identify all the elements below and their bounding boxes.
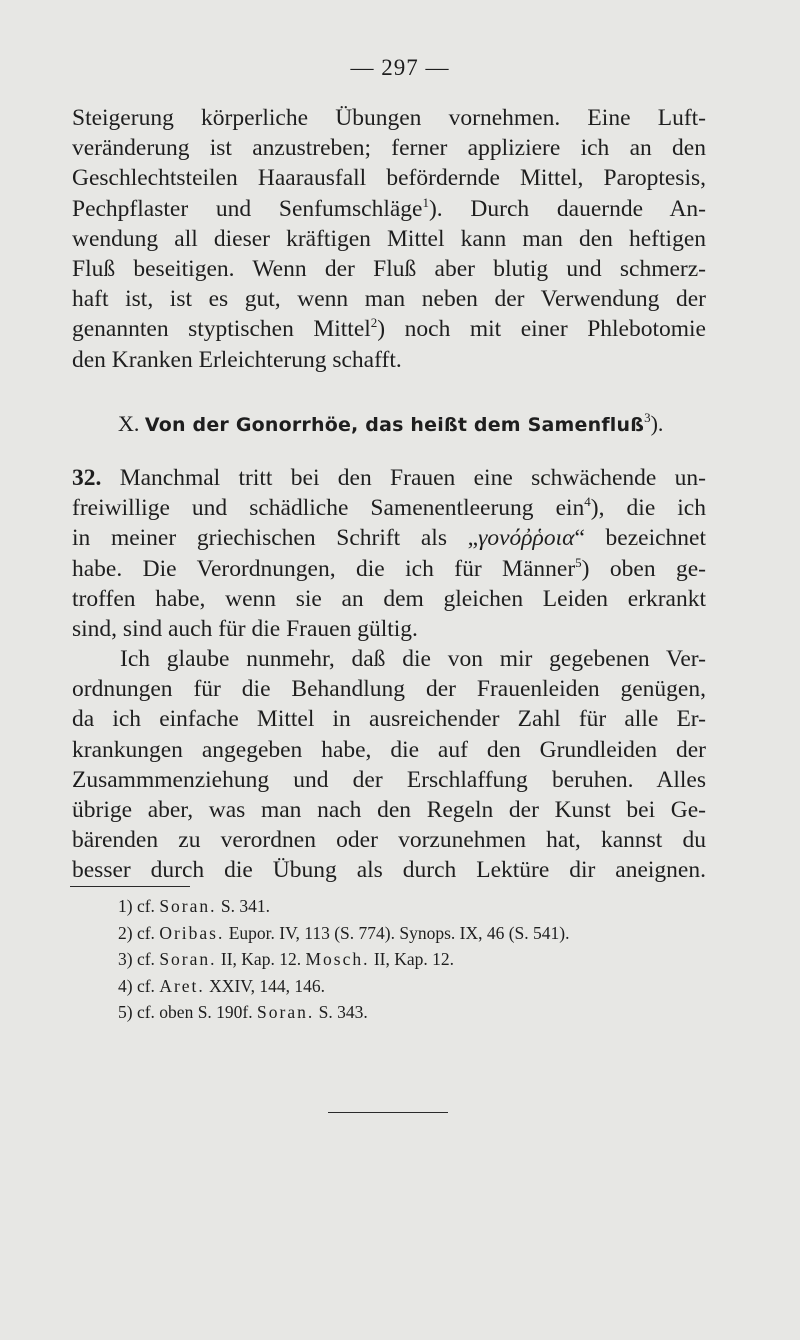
section-number: 32. xyxy=(72,465,102,491)
text-line: haft ist, ist es gut, wenn man neben der Verwendung der xyxy=(72,286,706,313)
footnote-ref: 2 xyxy=(370,315,378,331)
footnote-ref: 3 xyxy=(644,410,651,425)
text-line: Steigerung körperliche Übungen vornehmen. Eine Luft- xyxy=(72,105,706,131)
footnotes xyxy=(118,893,718,1026)
greek-term: γονόῤῥοια xyxy=(478,525,575,552)
paragraph-continuation xyxy=(72,103,706,375)
text-line: besser durch die Übung als durch Lektüre dir aneignen. xyxy=(72,857,706,884)
end-divider xyxy=(328,1112,448,1113)
footnote-divider xyxy=(70,886,190,887)
text-line: Fluß beseitigen. Wenn der Fluß aber blutig und schmerz- xyxy=(72,255,706,282)
text-line: Geschlechtsteilen Haarausfall befördernde Mittel, Paroptesis, xyxy=(72,165,706,192)
text-line: habe. Die Verordnungen, die ich für Männer$^5$) oben ge- xyxy=(72,554,707,582)
text-line: krankungen angegeben habe, die auf den Grundleiden der xyxy=(72,736,706,763)
footnote: 4) cf. Aret. XXIV, 144, 146. xyxy=(118,975,326,996)
paragraph-32 xyxy=(72,463,706,644)
section-heading: X. Von der Gonorrhöe, das heißt dem Samenfluß$^3$). xyxy=(118,410,664,436)
footnote: 1) cf. Soran. S. 341. xyxy=(118,896,270,916)
text-line: veränderung ist anzustreben; ferner appliziere ich an den xyxy=(72,135,706,162)
text-line: 32. Manchmal tritt bei den Frauen eine schwächende un- xyxy=(72,465,706,491)
text-line: troffen habe, wenn sie an dem gleichen Leiden erkrankt xyxy=(72,585,706,612)
text-line: freiwillige und schädliche Samenentleerung ein$^4$), die ich xyxy=(72,494,706,522)
text-line: sind, sind auch für die Frauen gültig. xyxy=(72,615,418,642)
paragraph-closing xyxy=(72,644,706,886)
text-line: Ich glaube nunmehr, daß die von mir gegebenen Ver- xyxy=(120,646,706,672)
text-line: wendung all dieser kräftigen Mittel kann man den heftigen xyxy=(72,225,706,252)
footnote: 5) cf. oben S. 190f. Soran. S. 343. xyxy=(118,1002,368,1022)
text-line: da ich einfache Mittel in ausreichender Zahl für alle Er- xyxy=(72,706,706,733)
text-line: übrige aber, was man nach den Regeln der Kunst bei Ge- xyxy=(72,796,706,823)
footnote-ref: 1 xyxy=(422,194,429,210)
heading-title: Von der Gonorrhöe, das heißt dem Samenfluß xyxy=(144,414,645,436)
text-line: den Kranken Erleichterung schafft. xyxy=(72,346,402,373)
text-line: Pechpflaster und Senfumschläge$^1$). Durch dauernde An- xyxy=(72,194,707,222)
text-line: in meiner griechischen Schrift als „γονόῤῥοια“ bezeichnet xyxy=(72,525,707,552)
page-number: — 297 — xyxy=(350,55,450,80)
footnote: 2) cf. Oribas. Eupor. IV, 113 (S. 774). Synops. IX, 46 (S. 541). xyxy=(118,922,570,943)
text-line: ordnungen für die Behandlung der Frauenleiden genügen, xyxy=(72,676,706,703)
text-line: genannten styptischen Mittel$^2$) noch mit einer Phlebotomie xyxy=(72,315,706,343)
text-line: Zusammmenziehung und der Erschlaffung beruhen. Alles xyxy=(72,766,706,793)
footnote-ref: 5 xyxy=(575,554,582,570)
footnote: 3) cf. Soran. II, Kap. 12. Mosch. II, Kap. 12. xyxy=(118,949,455,969)
footnote-ref: 4 xyxy=(584,494,591,510)
text-line: bärenden zu verordnen oder vorzunehmen hat, kannst du xyxy=(72,827,706,854)
